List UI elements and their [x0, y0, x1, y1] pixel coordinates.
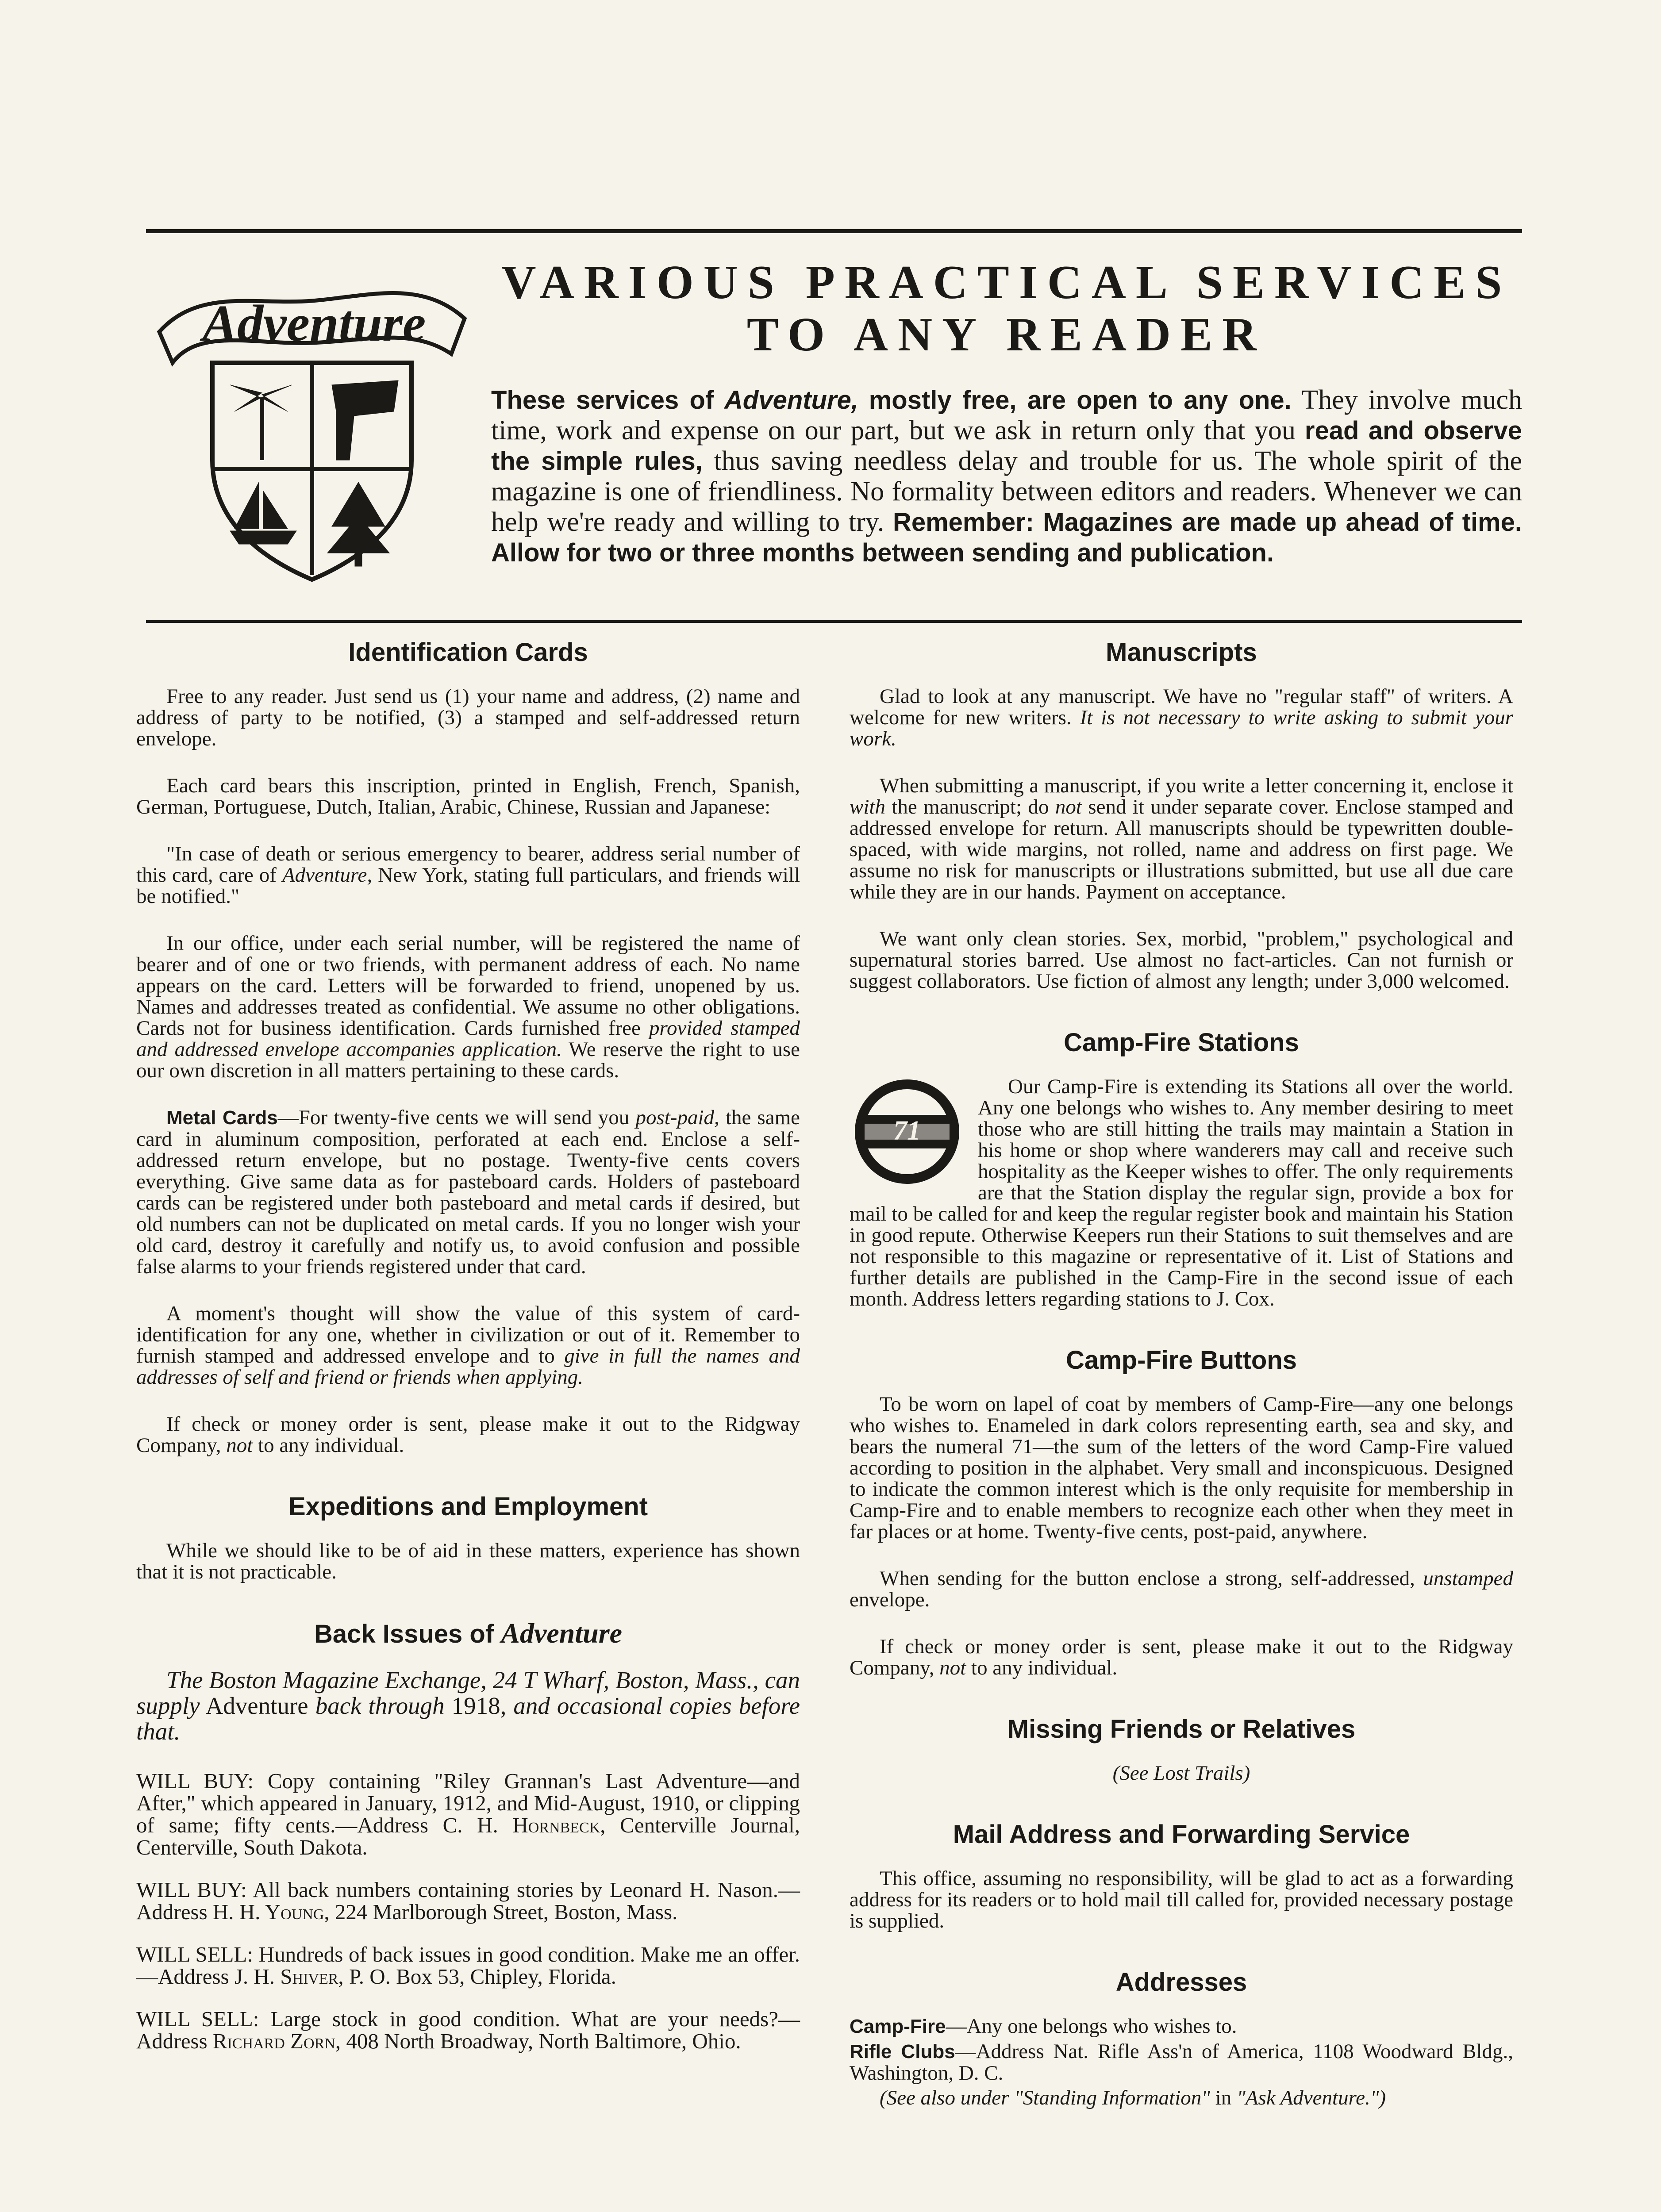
right-column [850, 637, 1513, 2134]
identification-p4: In our office, under each serial number, will be registered the name of bearer and of one or two friends, with permanent address of each. No name appears on the card. Letters will be forwarded to friend, unopened by us. Names and addresses treated as confidential. We assume no other obligations. Cards not for business identification. Cards furnished free provided stamped and addressed envelope accompanies application. We reserve the right to use our own discretion in all matters pertaining to these cards. [136, 932, 800, 1082]
want-ad-3: WILL SELL: Hundreds of back issues in good condition. Make me an offer.—Address J. H. Shiver, P. O. Box 53, Chipley, Florida. [136, 1942, 800, 1989]
page-title-line-1: VARIOUS PRACTICAL SERVICES [501, 256, 1512, 309]
page-title-line-2: TO ANY READER [746, 308, 1267, 361]
back-issues-p1: The Boston Magazine Exchange, 24 T Wharf, Boston, Mass., can supply Adventure back through 1918, and occasional copies before that. [136, 1667, 800, 1745]
mail-address-heading: Mail Address and Forwarding Service [953, 1820, 1410, 1849]
metal-cards-paragraph: Metal Cards—For twenty-five cents we will send you post-paid, the same card in aluminum composition, perforated at each end. Enclose a self-addressed return envelope, but no postage. Twenty-five cents covers everything. Give same data as for pasteboard cards. Holders of pasteboard cards can be registered under both pasteboard and metal cards if desired, but old numbers can not be duplicated on metal cards. If you no longer wish your old card, destroy it carefully and notify us, to avoid confusion and possible false alarms to your friends registered under that card. [136, 1106, 800, 1278]
want-ad-1: WILL BUY: Copy containing "Riley Grannan's Last Adventure—and After," which appeared in January, 1912, and Mid-August, 1910, or clipping of same; fifty cents.—Address C. H. Hornbeck, Centerville Journal, Centerville, South Dakota. [136, 1769, 800, 1859]
addresses-heading: Addresses [1115, 1968, 1247, 1997]
identification-p1: Free to any reader. Just send us (1) your name and address, (2) name and address of party to be notified, (3) a stamped and self-addressed return envelope. [136, 685, 800, 750]
manuscripts-p2: When submitting a manuscript, if you write a letter concerning it, enclose it with the manuscript; do not send it under separate cover. Enclose stamped and addressed envelope for return. All manuscripts should be typewritten double-spaced, with wide margins, not rolled, name and address on first page. We assume no risk for manuscripts or illustrations submitted, but use all due care while they are in our hands. Payment on acceptance. [850, 774, 1514, 903]
expeditions-heading: Expeditions and Employment [288, 1492, 648, 1521]
manuscripts-heading: Manuscripts [1106, 638, 1257, 667]
address-see-also: (See also under "Standing Information" in "Ask Adventure.") [880, 2086, 1386, 2109]
adventure-emblem [146, 252, 473, 588]
campfire-buttons-p2: When sending for the button enclose a strong, self-addressed, unstamped envelope. [850, 1567, 1514, 1611]
identification-p2: Each card bears this inscription, printed in English, French, Spanish, German, Portuguese, Dutch, Italian, Arabic, Chinese, Russian and Japanese: [136, 774, 800, 818]
back-issues-heading: Back Issues of Adventure [314, 1617, 623, 1649]
campfire-stations-heading: Camp-Fire Stations [1064, 1028, 1299, 1057]
services-header [491, 257, 1522, 568]
address-campfire: Camp-Fire—Any one belongs who wishes to. [850, 2015, 1237, 2038]
intro-paragraph: These services of Adventure, mostly free, are open to any one. They involve much time, work and expense on our part, but we ask in return only that you read and observe the simple rules, thus saving needless delay and trouble for us. The whole spirit of the magazine is one of friendliness. No formality between editors and readers. Whenever we can help we're ready and willing to try. Remember: Magazines are made up ahead of time. Allow for two or three months between sending and publication. [491, 385, 1523, 567]
address-rifle-clubs: Rifle Clubs—Address Nat. Rifle Ass'n of America, 1108 Woodward Bldg., Washington, D. C. [850, 2040, 1513, 2085]
want-ad-2: WILL BUY: All back numbers containing stories by Leonard H. Nason.—Address H. H. Young, 224 Marlborough Street, Boston, Mass. [136, 1878, 800, 1924]
campfire-buttons-heading: Camp-Fire Buttons [1066, 1346, 1297, 1375]
identification-p6: A moment's thought will show the value of this system of card-identification for any one, whether in civilization or out of it. Remember to furnish stamped and addressed envelope and to give in full the names and addresses of self and friend or friends when applying. [136, 1302, 800, 1389]
missing-friends-sub: (See Lost Trails) [1112, 1762, 1250, 1785]
campfire-buttons-p1: To be worn on lapel of coat by members of Camp-Fire—any one belongs who wishes to. Enameled in dark colors representing earth, sea and sky, and bears the numeral 71—the sum of the letters of the word Camp-Fire valued according to position in the alphabet. Very small and inconspicuous. Designed to indicate the common interest which is the only requisite for membership in Camp-Fire and to enable members to recognize each other when they meet in far places or at home. Twenty-five cents, post-paid, anywhere. [850, 1393, 1513, 1543]
manuscripts-p1: Glad to look at any manuscript. We have no "regular staff" of writers. A welcome for new writers. It is not necessary to write asking to submit your work. [850, 685, 1514, 750]
campfire-stations-block [850, 1076, 1513, 1310]
expeditions-p1: While we should like to be of aid in these matters, experience has shown that it is not practicable. [136, 1539, 800, 1583]
emblem-title: Adventure [202, 294, 426, 352]
manuscripts-p3: We want only clean stories. Sex, morbid, "problem," psychological and supernatural stories barred. Use almost no fact-articles. Can not furnish or suggest collaborators. Use fiction of almost any length; under 3,000 welcomed. [850, 927, 1513, 993]
campfire-station-sign-icon [845, 1074, 969, 1189]
top-rule [146, 229, 1522, 233]
mail-address-p1: This office, assuming no responsibility, will be glad to act as a forwarding address for its readers or to hold mail till called for, provided necessary postage is supplied. [850, 1867, 1513, 1932]
want-ad-4: WILL SELL: Large stock in good condition. What are your needs?—Address Richard Zorn, 408 North Broadway, North Baltimore, Ohio. [136, 2007, 800, 2053]
left-column [136, 637, 800, 2073]
missing-friends-heading: Missing Friends or Relatives [1007, 1715, 1356, 1743]
identification-p7: If check or money order is sent, please make it out to the Ridgway Company, not to any individual. [136, 1413, 800, 1457]
badge-number: 71 [893, 1116, 921, 1146]
header-bottom-rule [146, 620, 1522, 623]
identification-p3: "In case of death or serious emergency to bearer, address serial number of this card, care of Adventure, New York, stating full particulars, and friends will be notified." [136, 842, 800, 908]
campfire-stations-p1: Our Camp-Fire is extending its Stations all over the world. Any one belongs who wishes to. Any member desiring to meet those who are still hitting the trails may maintain a Station in his home or shop where wanderers may call and receive such hospitality as the Keeper wishes to offer. The only requirements are that the Station display the regular sign, provide a box for mail to be called for and keep the regular register book and maintain his Station in good repute. Otherwise Keepers run their Stations to suit themselves and are not responsible to this magazine or representative of it. List of Stations and further details are published in the Camp-Fire in the second issue of each month. Address letters regarding stations to J. Cox. [850, 1075, 1513, 1310]
identification-heading: Identification Cards [348, 638, 588, 667]
campfire-buttons-p3: If check or money order is sent, please make it out to the Ridgway Company, not to any individual. [850, 1635, 1513, 1679]
